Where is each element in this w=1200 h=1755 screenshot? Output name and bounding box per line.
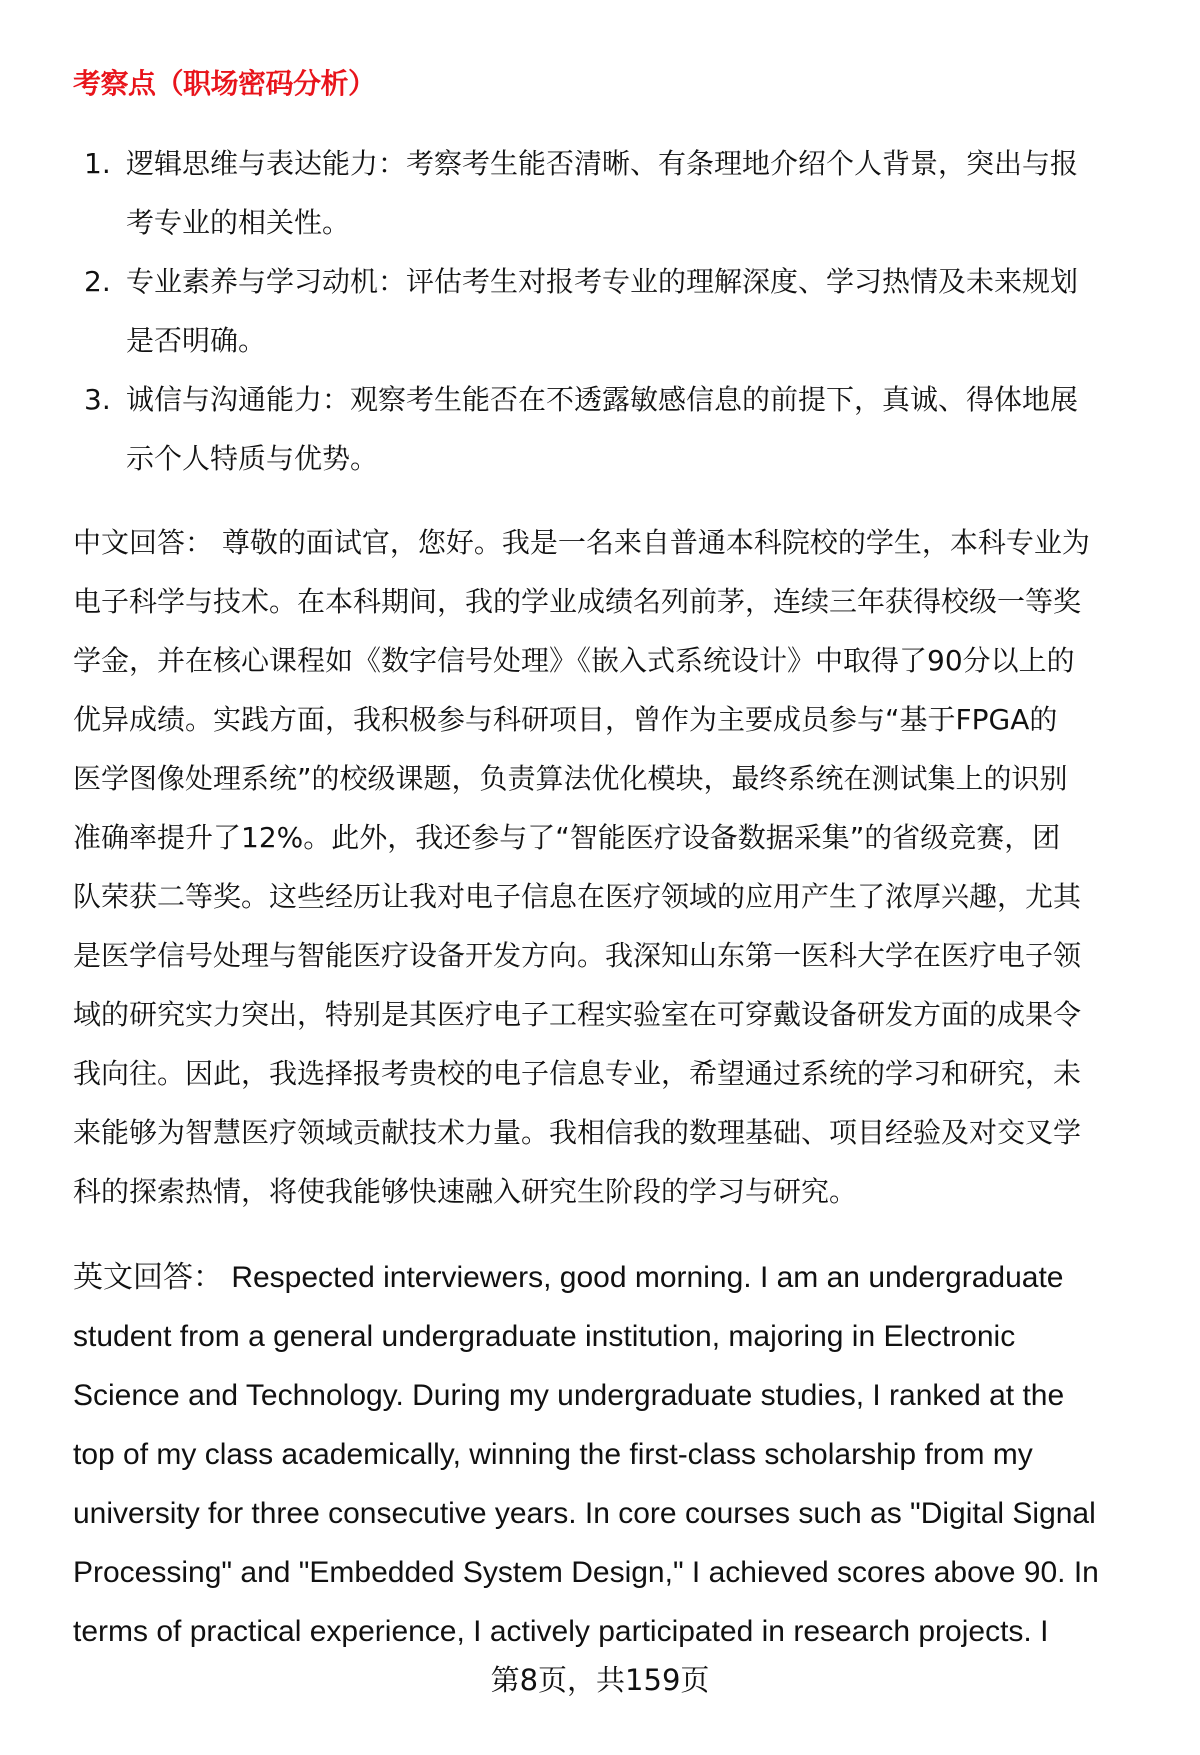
paragraph-line: 准确率提升了12%。此外，我还参与了“智能医疗设备数据采集”的省级竞赛，团 bbox=[73, 821, 1061, 854]
paragraph-line: 中文回答： 尊敬的面试官，您好。我是一名来自普通本科院校的学生，本科专业为 bbox=[73, 526, 1090, 559]
paragraph-line: 医学图像处理系统”的校级课题，负责算法优化模块，最终系统在测试集上的识别 bbox=[73, 762, 1068, 795]
page-number: 第8页，共159页 bbox=[490, 1663, 710, 1697]
list-number: 2. bbox=[84, 265, 111, 298]
paragraph-line: Science and Technology. During my undergraduate studies, I ranked at the bbox=[73, 1379, 1065, 1412]
assessment-points-list bbox=[0, 134, 1200, 488]
paragraph-line: 电子科学与技术。在本科期间，我的学业成绩名列前茅，连续三年获得校级一等奖 bbox=[73, 585, 1082, 618]
paragraph-line: top of my class academically, winning the first-class scholarship from my bbox=[73, 1438, 1033, 1471]
list-number: 3. bbox=[84, 383, 111, 416]
paragraph-line: student from a general undergraduate institution, majoring in Electronic bbox=[73, 1320, 1016, 1353]
list-text-line: 是否明确。 bbox=[126, 324, 267, 357]
list-text-line: 逻辑思维与表达能力：考察考生能否清晰、有条理地介绍个人背景，突出与报 bbox=[126, 147, 1079, 180]
list-text-line: 考专业的相关性。 bbox=[126, 206, 351, 239]
paragraph-line: 优异成绩。实践方面，我积极参与科研项目，曾作为主要成员参与“基于FPGA的 bbox=[73, 703, 1058, 736]
list-number: 1. bbox=[84, 147, 111, 180]
paragraph-line: 科的探索热情，将使我能够快速融入研究生阶段的学习与研究。 bbox=[73, 1175, 858, 1208]
paragraph-line: 是医学信号处理与智能医疗设备开发方向。我深知山东第一医科大学在医疗电子领 bbox=[73, 939, 1082, 972]
paragraph-line: 我向往。因此，我选择报考贵校的电子信息专业，希望通过系统的学习和研究，未 bbox=[73, 1057, 1082, 1090]
list-item bbox=[0, 252, 1200, 370]
list-text-line: 示个人特质与优势。 bbox=[126, 442, 379, 475]
list-item bbox=[0, 134, 1200, 252]
english-answer-paragraph bbox=[73, 1248, 1143, 1661]
paragraph-line: university for three consecutive years. In core courses such as "Digital Signal bbox=[73, 1497, 1096, 1530]
paragraph-line: terms of practical experience, I actively participated in research projects. I bbox=[73, 1615, 1049, 1648]
list-item bbox=[0, 370, 1200, 488]
paragraph-line: 队荣获二等奖。这些经历让我对电子信息在医疗领域的应用产生了浓厚兴趣，尤其 bbox=[73, 880, 1082, 913]
paragraph-line: 来能够为智慧医疗领域贡献技术力量。我相信我的数理基础、项目经验及对交叉学 bbox=[73, 1116, 1082, 1149]
section-heading: 考察点（职场密码分析） bbox=[73, 67, 376, 100]
paragraph-line: 学金，并在核心课程如《数字信号处理》《嵌入式系统设计》中取得了90分以上的 bbox=[73, 644, 1075, 677]
list-text-line: 专业素养与学习动机：评估考生对报考专业的理解深度、学习热情及未来规划 bbox=[126, 265, 1079, 298]
paragraph-line: 英文回答： Respected interviewers, good morning. I am an undergraduate bbox=[73, 1261, 1064, 1294]
paragraph-line: 域的研究实力突出，特别是其医疗电子工程实验室在可穿戴设备研发方面的成果令 bbox=[73, 998, 1082, 1031]
chinese-answer-paragraph bbox=[73, 513, 1143, 1221]
list-text-line: 诚信与沟通能力：观察考生能否在不透露敏感信息的前提下，真诚、得体地展 bbox=[126, 383, 1079, 416]
paragraph-line: Processing" and "Embedded System Design," I achieved scores above 90. In bbox=[73, 1556, 1099, 1589]
